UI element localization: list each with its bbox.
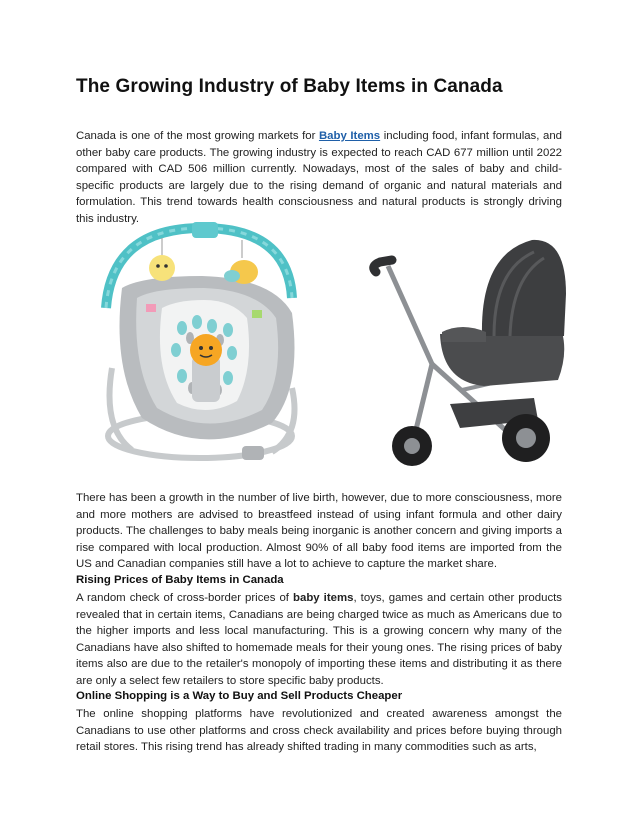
section-heading-online-shopping: Online Shopping is a Way to Buy and Sell Products Cheaper [76,690,403,702]
rising-prices-paragraph [76,590,562,689]
baby-stroller-image [362,214,570,476]
intro-text-end: including food, infant formulas, and other baby care products. The growing industry is expected to reach CAD 677 million until 2022 compared with CAD 506 million currently. Nowadays, most of the sales of baby and child-specific products are largely due to the rising demand of organic and natural materials and formulation. This trend towards health consciousness and natural products is strongly driving this industry. [76,130,562,225]
baby-bouncer-image [92,218,310,480]
online-shopping-paragraph: The online shopping platforms have revolutionized and created awareness amongst the Canadians to use other platforms and cross check availability and prices before buying through retail stores. This rising trend has already shifted trading in many commodities such as arts, [76,708,562,753]
baby-items-link[interactable]: Baby Items [318,130,381,142]
section-heading-rising-prices: Rising Prices of Baby Items in Canada [76,574,284,586]
rising-prices-text-start: A random check of cross-border prices of [76,592,294,604]
rising-prices-text-end: , toys, games and certain other products revealed that in certain items, Canadians are being charged twice as much as Americans due to the higher imports and less local manufacturing. This is a growing concern why many of the Canadians have also shifted to homemade meals for their young ones. The rising prices of baby items also are due to the retailer's monopoly of importing these items and distributing it as there are only a select few retailers to store specific baby products. [76,592,562,687]
intro-text-start: Canada is one of the most growing markets for [76,130,319,142]
intro-paragraph [76,128,562,227]
section-online-shopping [76,688,562,704]
baby-items-bold: baby items [293,592,354,604]
page-title: The Growing Industry of Baby Items in Canada [76,76,503,97]
birth-paragraph: There has been a growth in the number of live birth, however, due to more consciousness, more and more mothers are advised to breastfeed instead of using infant formula and other dairy products. The challenges to baby meals being inorganic is another concern and giving imports a rise compared with local production. Almost 90% of all baby food items are imported from the US and Canadian companies still have a lot to achieve to capture the market share. [76,492,562,570]
section-rising-prices [76,572,562,588]
